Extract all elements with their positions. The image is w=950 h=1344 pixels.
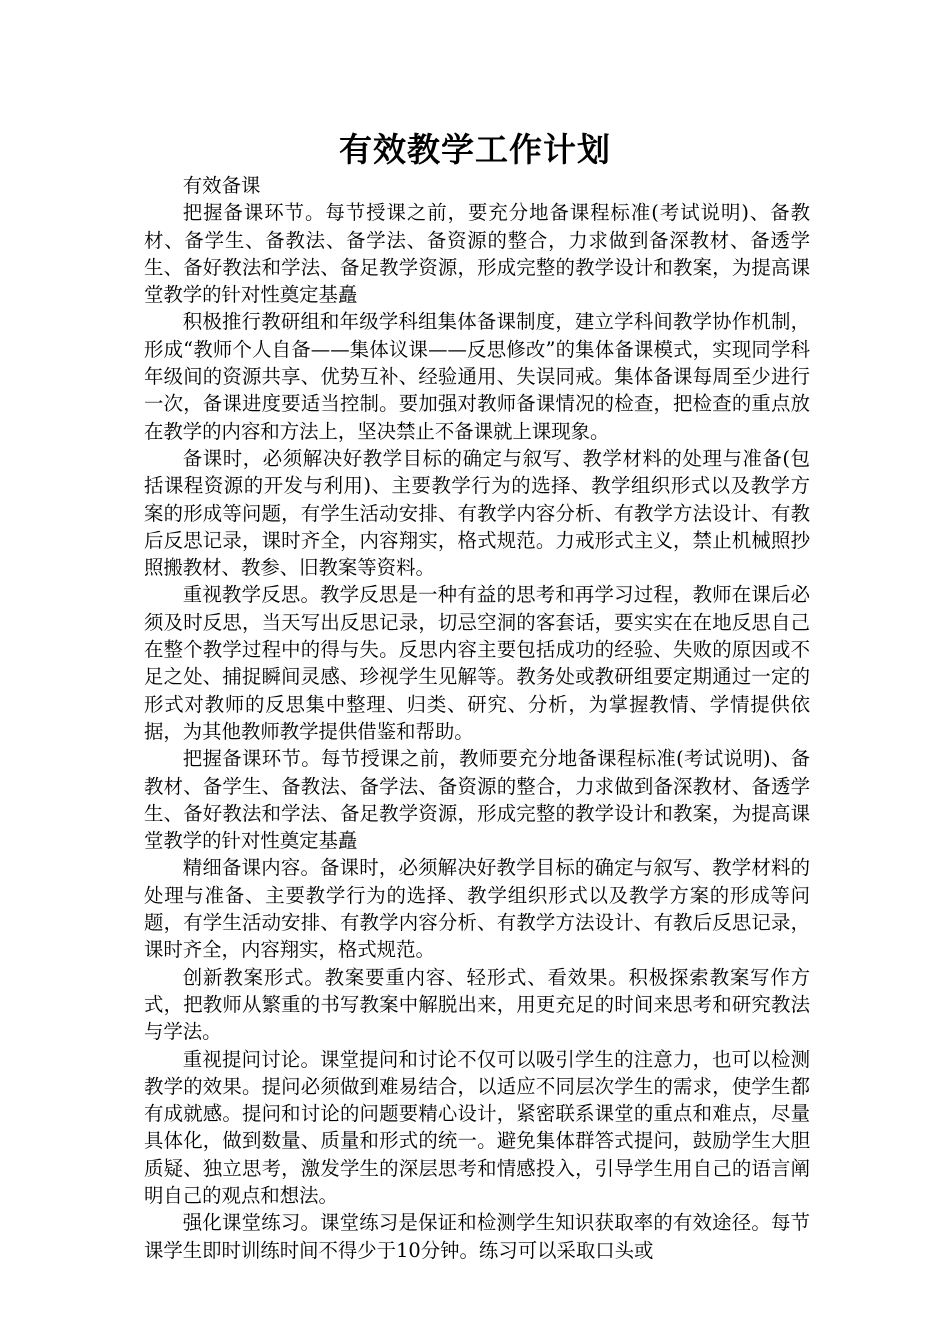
paragraph: 积极推行教研组和年级学科组集体备课制度，建立学科间教学协作机制，形成“教师个人自备——集体议课——反思修改”的集体备课模式，实现同学科年级间的资源共享、优势互补、经验通用、失误同戒。集体备课每周至少进行一次，备课进度要适当控制。要加强对教师备课情况的检查，把检查的重点放在教学的内容和方法上，坚决禁止不备课就上课现象。 [144, 310, 810, 443]
paragraph: 创新教案形式。教案要重内容、轻形式、看效果。积极探索教案写作方式，把教师从繁重的书写教案中解脱出来，用更充足的时间来思考和研究教法与学法。 [144, 965, 810, 1044]
paragraph: 重视教学反思。教学反思是一种有益的思考和再学习过程，教师在课后必须及时反思，当天写出反思记录，切忌空洞的客套话，要实实在在地反思自己在整个教学过程中的得与失。反思内容主要包括成功的经验、失败的原因或不足之处、捕捉瞬间灵感、珍视学生见解等。教务处或教研组要定期通过一定的形式对教师的反思集中整理、归类、研究、分析，为掌握教情、学情提供依据，为其他教师教学提供借鉴和帮助。 [144, 583, 810, 743]
paragraph: 备课时，必须解决好教学目标的确定与叙写、教学材料的处理与准备(包括课程资源的开发与利用)、主要教学行为的选择、教学组织形式以及教学方案的形成等问题，有学生活动安排、有教学内容分析、有教学方法设计、有教后反思记录，课时齐全，内容翔实，格式规范。力戒形式主义，禁止机械照抄照搬教材、教参、旧教案等资料。 [144, 446, 810, 580]
paragraph: 重视提问讨论。课堂提问和讨论不仅可以吸引学生的注意力，也可以检测教学的效果。提问必须做到难易结合，以适应不同层次学生的需求，使学生都有成就感。提问和讨论的问题要精心设计，紧密联系课堂的重点和难点，尽量具体化，做到数量、质量和形式的统一。避免集体群答式提问，鼓励学生大胆质疑、独立思考，激发学生的深层思考和情感投入，引导学生用自己的语言阐明自己的观点和想法。 [144, 1047, 810, 1207]
paragraph: 把握备课环节。每节授课之前，教师要充分地备课程标准(考试说明)、备教材、备学生、备教法、备学法、备资源的整合，力求做到备深教材、备透学生、备好教法和学法、备足教学资源，形成完整的教学设计和教案，为提高课堂教学的针对性奠定基矗 [144, 747, 810, 853]
paragraph: 精细备课内容。备课时，必须解决好教学目标的确定与叙写、教学材料的处理与准备、主要教学行为的选择、教学组织形式以及教学方案的形成等问题，有学生活动安排、有教学内容分析、有教学方法设计、有教后反思记录，课时齐全，内容翔实，格式规范。 [144, 856, 810, 962]
paragraph: 把握备课环节。每节授课之前，要充分地备课程标准(考试说明)、备教材、备学生、备教法、备学法、备资源的整合，力求做到备深教材、备透学生、备好教法和学法、备足教学资源，形成完整的教学设计和教案，为提高课堂教学的针对性奠定基矗 [144, 201, 810, 307]
paragraph: 强化课堂练习。课堂练习是保证和检测学生知识获取率的有效途径。每节课学生即时训练时间不得少于10分钟。练习可以采取口头或 [144, 1211, 810, 1262]
document-body [144, 172, 810, 1264]
section-heading: 有效备课 [182, 174, 261, 197]
document-title: 有效教学工作计划 [339, 130, 611, 169]
